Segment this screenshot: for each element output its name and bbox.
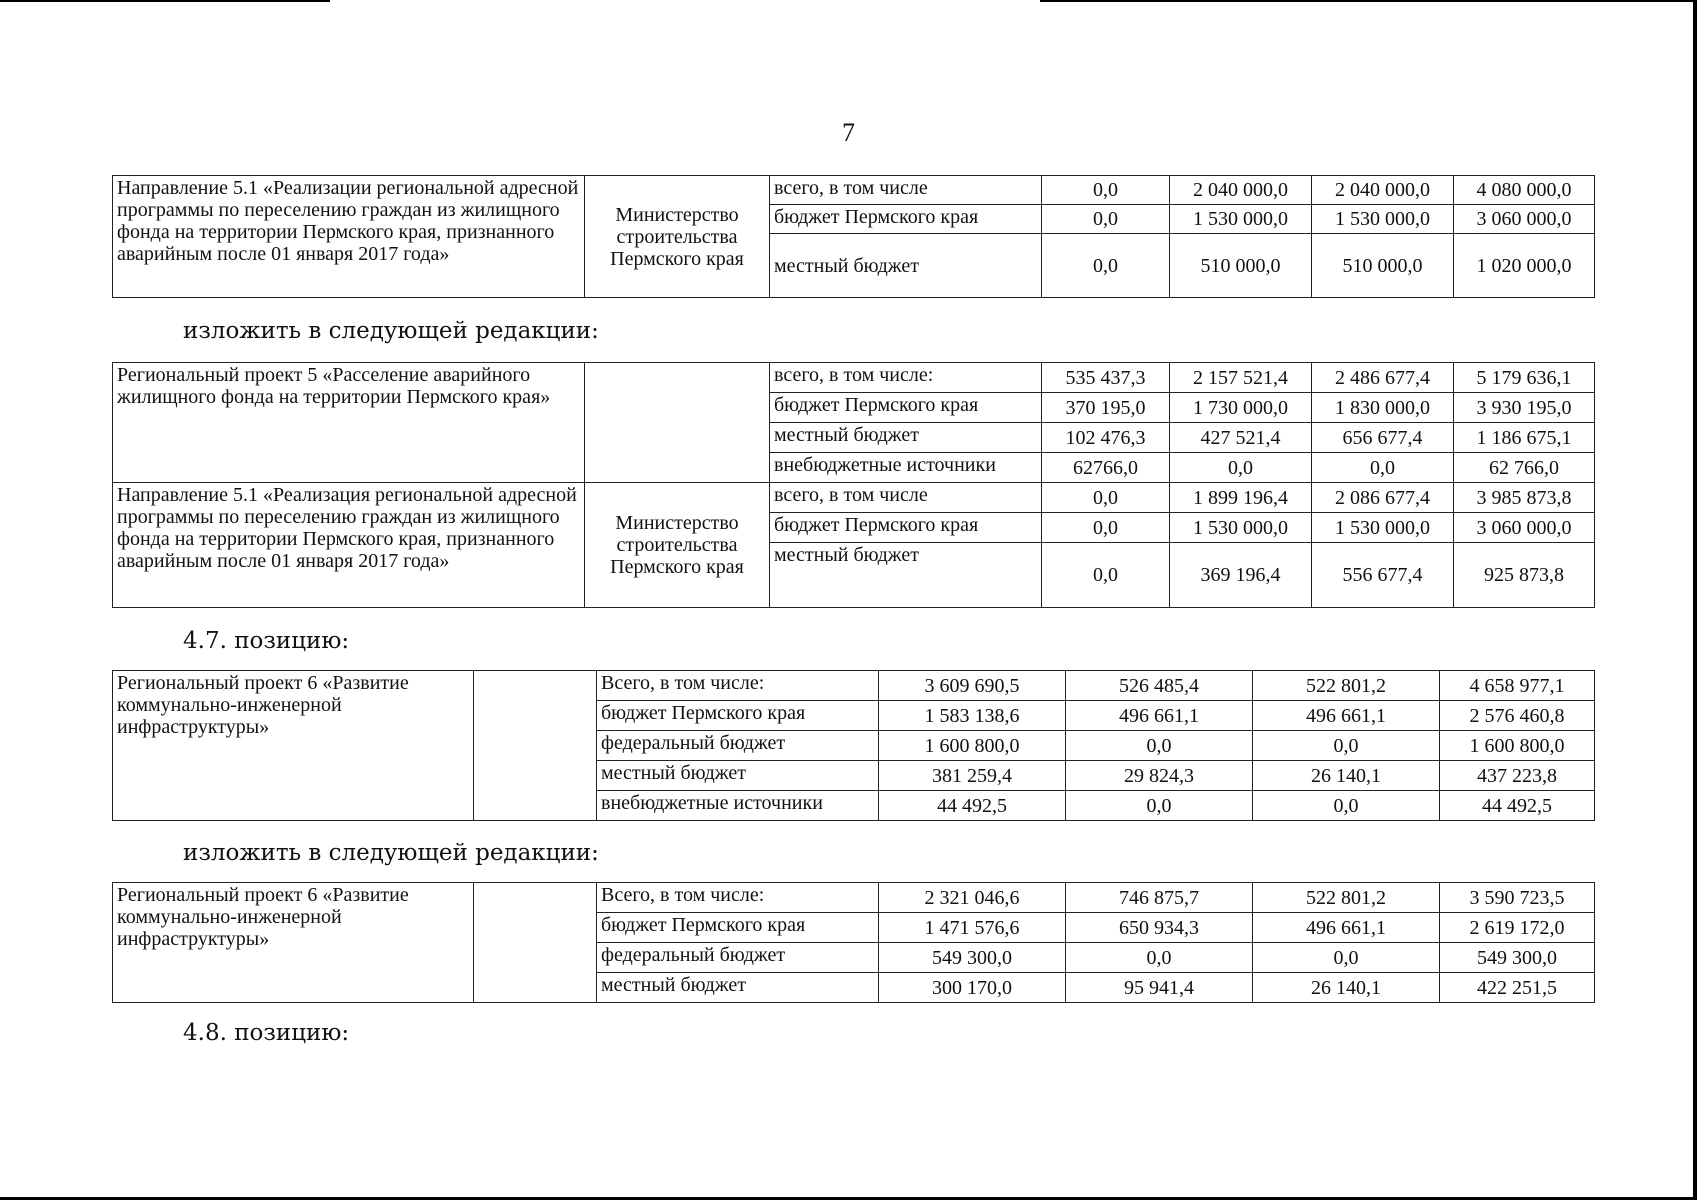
value-cell: 370 195,0 — [1042, 393, 1170, 423]
scan-edge-top-left — [0, 0, 330, 2]
value-cell: 510 000,0 — [1170, 234, 1312, 298]
value-cell: 437 223,8 — [1440, 761, 1595, 791]
executor-cell — [474, 883, 597, 1003]
value-cell: 549 300,0 — [879, 943, 1066, 973]
value-cell: 0,0 — [1066, 791, 1253, 821]
value-cell: 0,0 — [1042, 483, 1170, 513]
value-cell: 427 521,4 — [1170, 423, 1312, 453]
value-cell: 526 485,4 — [1066, 671, 1253, 701]
value-cell: 3 590 723,5 — [1440, 883, 1595, 913]
value-cell: 0,0 — [1253, 943, 1440, 973]
table-row — [113, 483, 1595, 513]
value-cell: 1 730 000,0 — [1170, 393, 1312, 423]
value-cell: 4 080 000,0 — [1454, 176, 1595, 205]
table-direction-old — [112, 175, 1595, 298]
value-cell: 2 040 000,0 — [1170, 176, 1312, 205]
value-cell: 1 530 000,0 — [1170, 205, 1312, 234]
value-cell: 1 600 800,0 — [879, 731, 1066, 761]
value-cell: 0,0 — [1042, 234, 1170, 298]
scan-edge-right — [1693, 0, 1697, 1200]
executor-cell — [585, 363, 770, 483]
value-cell: 62 766,0 — [1454, 453, 1595, 483]
source-cell: местный бюджет — [597, 973, 879, 1003]
value-cell: 4 658 977,1 — [1440, 671, 1595, 701]
value-cell: 2 321 046,6 — [879, 883, 1066, 913]
value-cell: 0,0 — [1042, 205, 1170, 234]
value-cell: 62766,0 — [1042, 453, 1170, 483]
executor-cell: Министерство строительства Пермского края — [585, 483, 770, 608]
table-row — [113, 363, 1595, 393]
source-cell: местный бюджет — [770, 234, 1042, 298]
value-cell: 95 941,4 — [1066, 973, 1253, 1003]
project-name: Региональный проект 6 «Развитие коммунально-инженерной инфраструктуры» — [113, 671, 474, 821]
value-cell: 369 196,4 — [1170, 543, 1312, 608]
executor-cell — [474, 671, 597, 821]
value-cell: 925 873,8 — [1454, 543, 1595, 608]
value-cell: 522 801,2 — [1253, 671, 1440, 701]
value-cell: 381 259,4 — [879, 761, 1066, 791]
value-cell: 2 576 460,8 — [1440, 701, 1595, 731]
value-cell: 556 677,4 — [1312, 543, 1454, 608]
value-cell: 26 140,1 — [1253, 761, 1440, 791]
value-cell: 2 157 521,4 — [1170, 363, 1312, 393]
project-name: Региональный проект 5 «Расселение аварийного жилищного фонда на территории Пермского края» — [113, 363, 585, 483]
source-cell: бюджет Пермского края — [770, 393, 1042, 423]
value-cell: 0,0 — [1042, 176, 1170, 205]
source-cell: Всего, в том числе: — [597, 671, 879, 701]
value-cell: 1 830 000,0 — [1312, 393, 1454, 423]
value-cell: 0,0 — [1312, 453, 1454, 483]
value-cell: 1 530 000,0 — [1312, 513, 1454, 543]
value-cell: 300 170,0 — [879, 973, 1066, 1003]
value-cell: 3 985 873,8 — [1454, 483, 1595, 513]
value-cell: 5 179 636,1 — [1454, 363, 1595, 393]
value-cell: 1 530 000,0 — [1170, 513, 1312, 543]
value-cell: 3 930 195,0 — [1454, 393, 1595, 423]
executor-cell: Министерство строительства Пермского края — [585, 176, 770, 298]
value-cell: 2 086 677,4 — [1312, 483, 1454, 513]
section-heading: 4.7. позицию: — [183, 628, 350, 654]
value-cell: 44 492,5 — [1440, 791, 1595, 821]
value-cell: 2 486 677,4 — [1312, 363, 1454, 393]
table-row — [113, 671, 1595, 701]
value-cell: 0,0 — [1170, 453, 1312, 483]
source-cell: бюджет Пермского края — [597, 913, 879, 943]
section-heading: изложить в следующей редакции: — [183, 840, 599, 866]
source-cell: бюджет Пермского края — [770, 513, 1042, 543]
funding-table — [112, 882, 1595, 1003]
project-name: Региональный проект 6 «Развитие коммунально-инженерной инфраструктуры» — [113, 883, 474, 1003]
value-cell: 0,0 — [1066, 731, 1253, 761]
source-cell: местный бюджет — [770, 543, 1042, 608]
source-cell: внебюджетные источники — [770, 453, 1042, 483]
value-cell: 0,0 — [1042, 513, 1170, 543]
value-cell: 1 020 000,0 — [1454, 234, 1595, 298]
value-cell: 26 140,1 — [1253, 973, 1440, 1003]
value-cell: 2 040 000,0 — [1312, 176, 1454, 205]
page-number: 7 — [842, 118, 855, 147]
table-row — [113, 176, 1595, 205]
source-cell: бюджет Пермского края — [597, 701, 879, 731]
table-project5-new — [112, 362, 1595, 608]
value-cell: 496 661,1 — [1066, 701, 1253, 731]
source-cell: федеральный бюджет — [597, 731, 879, 761]
value-cell: 1 600 800,0 — [1440, 731, 1595, 761]
funding-table — [112, 670, 1595, 821]
value-cell: 3 060 000,0 — [1454, 513, 1595, 543]
value-cell: 535 437,3 — [1042, 363, 1170, 393]
value-cell: 650 934,3 — [1066, 913, 1253, 943]
value-cell: 656 677,4 — [1312, 423, 1454, 453]
source-cell: всего, в том числе — [770, 483, 1042, 513]
value-cell: 496 661,1 — [1253, 913, 1440, 943]
table-project6-new — [112, 882, 1595, 1003]
value-cell: 746 875,7 — [1066, 883, 1253, 913]
scan-edge-top-right — [1040, 0, 1697, 2]
source-cell: местный бюджет — [770, 423, 1042, 453]
source-cell: бюджет Пермского края — [770, 205, 1042, 234]
source-cell: всего, в том числе: — [770, 363, 1042, 393]
value-cell: 0,0 — [1253, 791, 1440, 821]
value-cell: 0,0 — [1042, 543, 1170, 608]
value-cell: 1 899 196,4 — [1170, 483, 1312, 513]
value-cell: 1 583 138,6 — [879, 701, 1066, 731]
direction-name: Направление 5.1 «Реализации региональной адресной программы по переселению граждан из жилищного фонда на территории Пермского края, признанного аварийным после 01 января 2017 года» — [113, 176, 585, 298]
source-cell: местный бюджет — [597, 761, 879, 791]
source-cell: федеральный бюджет — [597, 943, 879, 973]
value-cell: 1 471 576,6 — [879, 913, 1066, 943]
value-cell: 1 530 000,0 — [1312, 205, 1454, 234]
value-cell: 422 251,5 — [1440, 973, 1595, 1003]
value-cell: 549 300,0 — [1440, 943, 1595, 973]
direction-name: Направление 5.1 «Реализация региональной адресной программы по переселению граждан из жилищного фонда на территории Пермского края, признанного аварийным после 01 января 2017 года» — [113, 483, 585, 608]
value-cell: 496 661,1 — [1253, 701, 1440, 731]
value-cell: 2 619 172,0 — [1440, 913, 1595, 943]
funding-table — [112, 362, 1595, 608]
value-cell: 522 801,2 — [1253, 883, 1440, 913]
value-cell: 29 824,3 — [1066, 761, 1253, 791]
value-cell: 0,0 — [1253, 731, 1440, 761]
value-cell: 1 186 675,1 — [1454, 423, 1595, 453]
value-cell: 44 492,5 — [879, 791, 1066, 821]
funding-table — [112, 175, 1595, 298]
source-cell: внебюджетные источники — [597, 791, 879, 821]
value-cell: 102 476,3 — [1042, 423, 1170, 453]
section-heading: изложить в следующей редакции: — [183, 318, 599, 344]
table-row — [113, 883, 1595, 913]
source-cell: Всего, в том числе: — [597, 883, 879, 913]
value-cell: 510 000,0 — [1312, 234, 1454, 298]
value-cell: 3 060 000,0 — [1454, 205, 1595, 234]
source-cell: всего, в том числе — [770, 176, 1042, 205]
section-heading: 4.8. позицию: — [183, 1020, 350, 1046]
table-project6-old — [112, 670, 1595, 821]
value-cell: 0,0 — [1066, 943, 1253, 973]
value-cell: 3 609 690,5 — [879, 671, 1066, 701]
